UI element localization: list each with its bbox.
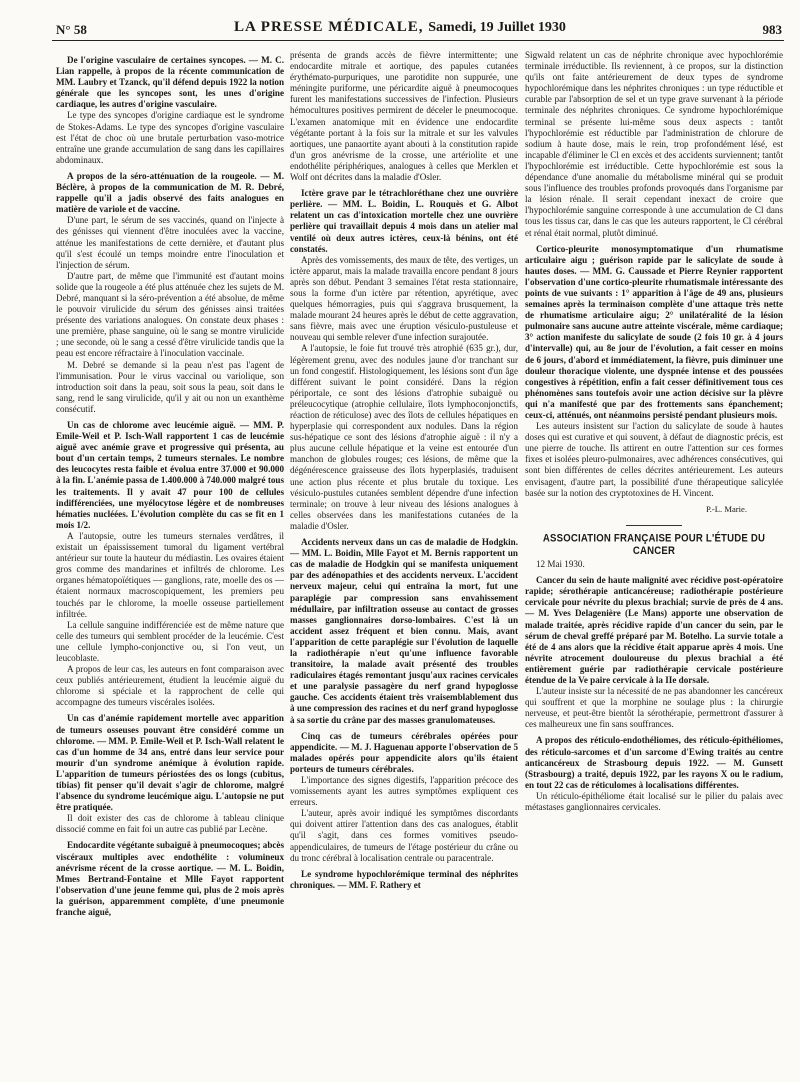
article-heading: Ictère grave par le tétrachloréthane chez une ouvrière perlière. — MM. L. Boidin, L. Rouquès et G. Albot relatent un cas d'intoxication mortelle chez une ouvrière perlière qui travaillait depuis 4 mois dans un atelier mal ventilé où deux autres ictères, ceux-là bénins, ont été constatés. <box>290 188 518 254</box>
column-right <box>525 50 783 1070</box>
article-paragraph: Les auteurs insistent sur l'action du salicylate de soude à hautes doses qui est curative et qui souvent, à défaut de diagnostic précis, est une pierre de touche. Ils attirent en outre l'attention sur ces formes fixes et isolées pleuro-pulmonaires, avec adhérences consécutives, qui sont bien différentes de celles décrites antérieurement. Les auteurs envisagent, d'autre part, la possibilité d'une thérapeutique salicylée basée sur la notion des cryptotoxines de H. Vincent. <box>525 421 783 498</box>
author-signature: P.-L. Marie. <box>705 503 747 514</box>
column-middle <box>290 50 518 1070</box>
article-paragraph: A l'autopsie, outre les tumeurs sternales verdâtres, il existait un épaississement tumoral du ligament vertébral antérieur sur toute la hauteur du médiastin. Les ovaires étaient gros comme des mandarines et infiltrés de chlorome. Les organes hématopoïétiques — ganglions, rate, moelle des os — étaient normaux macroscopiquement, les premiers peu touchés par le chlorome, la moelle osseuse partiellement infiltrée. <box>56 530 284 619</box>
article-paragraph: M. Debré se demande si la peau n'est pas l'agent de l'immunisation. Pour le virus vaccinal ou variolique, son introduction soit dans la peau, soit sous la peau, soit dans le sang, rend le sang virulicide, qu'il y ait ou non un exanthème consécutif. <box>56 359 284 414</box>
article-heading: Le syndrome hypochlorémique terminal des néphrites chroniques. — MM. F. Rathery et <box>290 868 518 890</box>
article-heading: De l'origine vasculaire de certaines syncopes. — M. C. Lian rappelle, à propos de la récente communication de MM. Laubry et Tzanck, qu'il défend depuis 1922 la notion générale que les syncopes sont, les unes d'origine cardiaque, les autres d'origine vasculaire. <box>56 55 284 110</box>
article-heading: A propos de la séro-atténuation de la rougeole. — M. Béclère, à propos de la communication de M. R. Debré, rappelle qu'il a jadis observé des faits analogues en matière de variole et de vaccine. <box>56 170 284 215</box>
article-paragraph: Le type des syncopes d'origine cardiaque est le syndrome de Stokes-Adams. Le type des syncopes d'origine vasculaire est l'état de choc où une brutale perturbation vaso-motrice entraîne une grande accumulation de sang dans les capillaires abdominaux. <box>56 110 284 165</box>
article-paragraph: La cellule sanguine indifférenciée est de même nature que celle des tumeurs qui semblent procéder de la leucémie. C'est une cellule lympho-conjonctive ou, si l'on veut, un leucoblaste. <box>56 619 284 663</box>
article-continuation: Sigwald relatent un cas de néphrite chronique avec hypochlorémie terminale irréductible. Ils reviennent, à ce propos, sur la distinction qu'ils ont faite antérieurement de deux types de syndrome hypochlorémique dans les néphrites chroniques : un type réductible et curable par l'absorption de sel et un type grave survenant à la période terminale des néphrites chroniques. Ce syndrome hypochlorémique terminal se présente lui-même sous deux aspects : tantôt l'hypochlorémie est réductible par l'administration de chlorure de sodium à haute dose, mais le rein, trop profondément lésé, est incapable d'éliminer le Cl en excès et des accidents surviennent; tantôt l'hypochlorémie est irréductible. Cette hypochlorémie est sous la dépendance d'une anomalie du métabolisme minéral qui se produit sous l'influence des troubles profonds provoqués dans l'organisme par la lésion rénale. Il serait cependant inexact de croire que l'hypochlorémie sanguine corresponde à une accumulation de Cl dans tous les tissus car, dans le cas que les auteurs rapportent, le Cl cérébral et rénal était normal, plutôt diminué. <box>525 50 783 238</box>
article-paragraph: L'auteur insiste sur la nécessité de ne pas abandonner les cancéreux qui souffrent et que la morphine ne soulage plus : la chirurgie nerveuse, et peut-être bientôt la sérothérapie, permettront d'assurer à ces malheureux une fin sans souffrances. <box>525 686 783 730</box>
column-left <box>56 50 284 1070</box>
article-heading: A propos des réticulo-endothéliomes, des réticulo-épithéliomes, des réticulo-sarcomes et d'un sarcome d'Ewing traités au centre anticancéreux de Strasbourg depuis 1922. — M. Gunsett (Strasbourg) a traité, depuis 1922, par les rayons X ou le radium, en tout 22 cas de réticulomes à localisations différentes. <box>525 735 783 790</box>
article-paragraph: L'importance des signes digestifs, l'apparition précoce des vomissements ayant les autres symptômes expliquent ces erreurs. <box>290 775 518 808</box>
session-date: 12 Mai 1930. <box>536 559 585 570</box>
society-heading: ASSOCIATION FRANÇAISE POUR L'ÉTUDE DU CANCER <box>542 532 766 558</box>
issue-number: N° 58 <box>56 22 87 37</box>
article-heading: Cinq cas de tumeurs cérébrales opérées pour appendicite. — M. J. Haguenau apporte l'observation de 5 malades opérés pour appendicite alors qu'ils étaient porteurs de tumeurs cérébrales. <box>290 730 518 774</box>
page-header <box>0 0 800 44</box>
article-heading: Endocardite végétante subaiguë à pneumocoques; abcès viscéraux multiples avec endothélite : volumineux anévrisme récent de la crosse aortique. — M. L. Boidin, Mmes Bertrand-Fontaine et Mlle Fayot rapportent l'observation d'une jeune femme qui, plus de 2 mois après la guérison, apparemment complète, d'une pneumonie franche aiguë, <box>56 840 284 918</box>
article-paragraph: Il doit exister des cas de chlorome à tableau clinique dissocié comme en fait foi un autre cas publié par Lecène. <box>56 813 284 835</box>
page-number: 983 <box>762 22 782 37</box>
article-heading: Un cas de chlorome avec leucémie aiguë. — MM. P. Emile-Weil et P. Isch-Wall rapportent 1 cas de leucémie aiguë avec anémie grave et progressive qui présenta, au bout d'un certain temps, 2 tumeurs sternales. Le nombre des leucocytes resta faible et évolua entre 37.000 et 90.000 à la fin. L'anémie passa de 1.400.000 à 740.000 malgré tous les traitements. Il y avait 47 pour 100 de cellules indifférenciées, une myélocytose légère et de nombreuses hématies nucléées. L'évolution complète du cas se fit en 1 mois 1/2. <box>56 420 284 530</box>
issue-date: Samedi, 19 Juillet 1930 <box>428 20 566 35</box>
article-paragraph: A l'autopsie, le foie fut trouvé très atrophié (635 gr.), dur, légèrement grenu, avec des nodules jaune d'or tranchant sur un fond congestif. Histologiquement, les lésions sont d'un âge différent suivant le point considéré. Dans la région périportale, ce sont des lésions d'atrophie subaiguë ou préleucocytique (atrophie cellulaire, îlots lymphoconjonctifs, réaction de réticulose) avec des îlots de cellules hépatiques en hyperplasie qui correspondent aux nodules. Dans la région sus-hépatique ce sont des lésions d'atrophie aiguë : il n'y a plus aucune cellule hépatique et la veine est entourée d'un manchon de globules rouges; ces lésions, de même que la dégénérescence graisseuse des îlots hyperplasiés, traduisent une action plus récente et plus brutale du toxique. Les vésiculo-pustules cutanées semblent dépendre d'une infection terminale; on trouve à leur niveau des lésions analogues à celles observées dans les manifestations cutanées de la maladie d'Osler. <box>290 343 518 531</box>
article-paragraph: L'auteur, après avoir indiqué les symptômes discordants qui doivent attirer l'attention dans des cas analogues, établit qu'il s'agit, dans ces formes vomitives pseudo-appendiculaires, de tumeurs de l'étage postérieur du crâne ou du tronc cérébral à localisation centrale ou paracentrale. <box>290 808 518 863</box>
article-heading: Cortico-pleurite monosymptomatique d'un rhumatisme articulaire aigu ; guérison rapide par le salicylate de soude à hautes doses. — MM. G. Caussade et Pierre Reynier rapportent l'observation d'une cortico-pleurite rhumatismale intéressante des points de vue suivants : 1° apparition à l'âge de 49 ans, plusieurs semaines après la terminaison complète d'une attaque très nette de rhumatisme articulaire aigu; 2° unilatéralité de la lésion pulmonaire sans aucune autre atteinte viscérale, même cardiaque; 3° action manifeste du salicylate de soude (2 fois 10 gr. à 4 jours d'intervalle) qui, au 8e jour de l'évolution, a fait cesser en moins de 6 jours, d'abord et immédiatement, la fièvre, puis diminuer une douleur thoracique violente, une dyspnée intense et des poussées congestives à répétition, enfin a fait cesser définitivement tous ces phénomènes sans toutefois avoir une action décisive sur la plèvre qui n'a manifesté que par des frottements sans épanchement; ceux-ci, atténués, ont néanmoins persisté pendant plusieurs mois. <box>525 243 783 420</box>
journal-title: LA PRESSE MÉDICALE, <box>234 19 424 35</box>
journal-title-line <box>0 19 800 36</box>
section-separator <box>626 525 682 526</box>
article-heading: Accidents nerveux dans un cas de maladie de Hodgkin. — MM. L. Boidin, Mlle Fayot et M. Bernis rapportent un cas de maladie de Hodgkin qui se manifesta uniquement par des adénopathies et des accidents nerveux. L'accident nerveux majeur, celui qui entraîna la mort, fut une paraplégie par compression sans envahissement médullaire, par infiltration osseuse au contact de grosses masses ganglionnaires dorso-lombaires. C'est là un accident assez fréquent et bien connu. Mais, avant l'apparition de cette paraplégie sur l'évolution de laquelle la radiothérapie n'eut qu'une influence favorable transitoire, la malade avait présenté des troubles radiculaires étagés remontant jusqu'aux racines cervicales et une paralysie passagère du nerf grand hypoglosse gauche. Ces accidents étaient très vraisemblablement dus à une compression des racines et du nerf grand hypoglosse à sa sortie du crâne par des masses granulomateuses. <box>290 537 518 725</box>
article-heading: Cancer du sein de haute malignité avec récidive post-opératoire rapide; sérothérapie anticancéreuse; radiothérapie postérieure cervicale pour névrite du plexus brachial; survie de près de 4 ans. — M. Yves Delagenière (Le Mans) apporte une observation de malade traitée, après récidive rapide d'un cancer du sein, par le sérum de cheval greffé préparé par M. Botelho. La survie totale a été de 4 ans alors que la récidive était apparue après 4 mois. Une névrite atrocement douloureuse du plexus brachial a été entièrement guérie par radiothérapie cervicale postérieure étendue de la Ve paire cervicale à la IIe dorsale. <box>525 575 783 685</box>
article-paragraph: D'autre part, de même que l'immunité est d'autant moins solide que la rougeole a été plus atténuée chez les sujets de M. Debré, manquant si la séro-prévention a été absolue, de même le pouvoir virulicide du sérum des génisses ainsi traitées présente des variations analogues. On constate deux phases : une première, phase sanguine, où le sang se montre virulicide ; une seconde, où le sang a cessé d'être virulicide tandis que la peau est encore réfractaire à l'inoculation vaccinale. <box>56 270 284 359</box>
article-paragraph: A propos de leur cas, les auteurs en font comparaison avec ceux publiés antérieurement, étudient la leucémie aiguë du chlorome si spéciale et la rapprochent de celle qui accompagne des tumeurs viscérales isolées. <box>56 664 284 708</box>
article-paragraph: D'une part, le sérum de ses vaccinés, quand on l'injecte à des génisses qui viennent d'être inoculées avec la vaccine, atténue les manifestations de cette dernière, et d'autant plus qu'il s'est écoulé un temps moindre entre l'inoculation et l'injection de sérum. <box>56 215 284 270</box>
article-heading: Un cas d'anémie rapidement mortelle avec apparition de tumeurs osseuses pouvant être considéré comme un chlorome. — MM. P. Emile-Weil et P. Isch-Wall relatent le cas d'un homme de 34 ans, entré dans leur service pour mourir d'un syndrome anémique à évolution rapide. L'apparition de tumeurs périostées des os longs (cubitus, tibias) fit penser qu'il devait s'agir de chlorome, malgré l'absence du syndrome leucémique aigu. L'autopsie ne put être pratiquée. <box>56 713 284 813</box>
article-paragraph: Un réticulo-épithéliome était localisé sur le pilier du palais avec métastases ganglionnaires cervicales. <box>525 790 783 812</box>
article-continuation: présenta de grands accès de fièvre intermittente; une endocardite mitrale et aortique, des papules cutanées érythémato-purpuriques, une parotidite non suppurée, une méningite puriforme, une péricardite aiguë à pneumocoques furent les manifestations successives de l'infection. Plusieurs hémocultures positives permirent de déceler le pneumocoque. L'examen anatomique mit en évidence une endocardite végétante portant à la fois sur la mitrale et sur les valvules aortiques, une panaortite ayant abouti à la constitution rapide d'un gros anévrisme de la crosse, une artériolite et une endothélite périphériques, analogues à celles que Merklen et Wolf ont décrites dans la maladie d'Osler. <box>290 50 518 183</box>
header-rule <box>52 40 784 41</box>
article-paragraph: Après des vomissements, des maux de tête, des vertiges, un ictère apparut, mais la malade travailla encore pendant 8 jours après son début. Pendant 3 semaines l'état resta stationnaire, sous la forme d'un ictère par rétention, apyrétique, avec quelques hémorragies, puis qui s'aggrava brusquement, la malade mourant 24 heures après le début de cette aggravation, sans fièvre, mais avec une éruption vésiculo-pustuleuse et nouveau qui semble relever d'une infection surajoutée. <box>290 254 518 343</box>
